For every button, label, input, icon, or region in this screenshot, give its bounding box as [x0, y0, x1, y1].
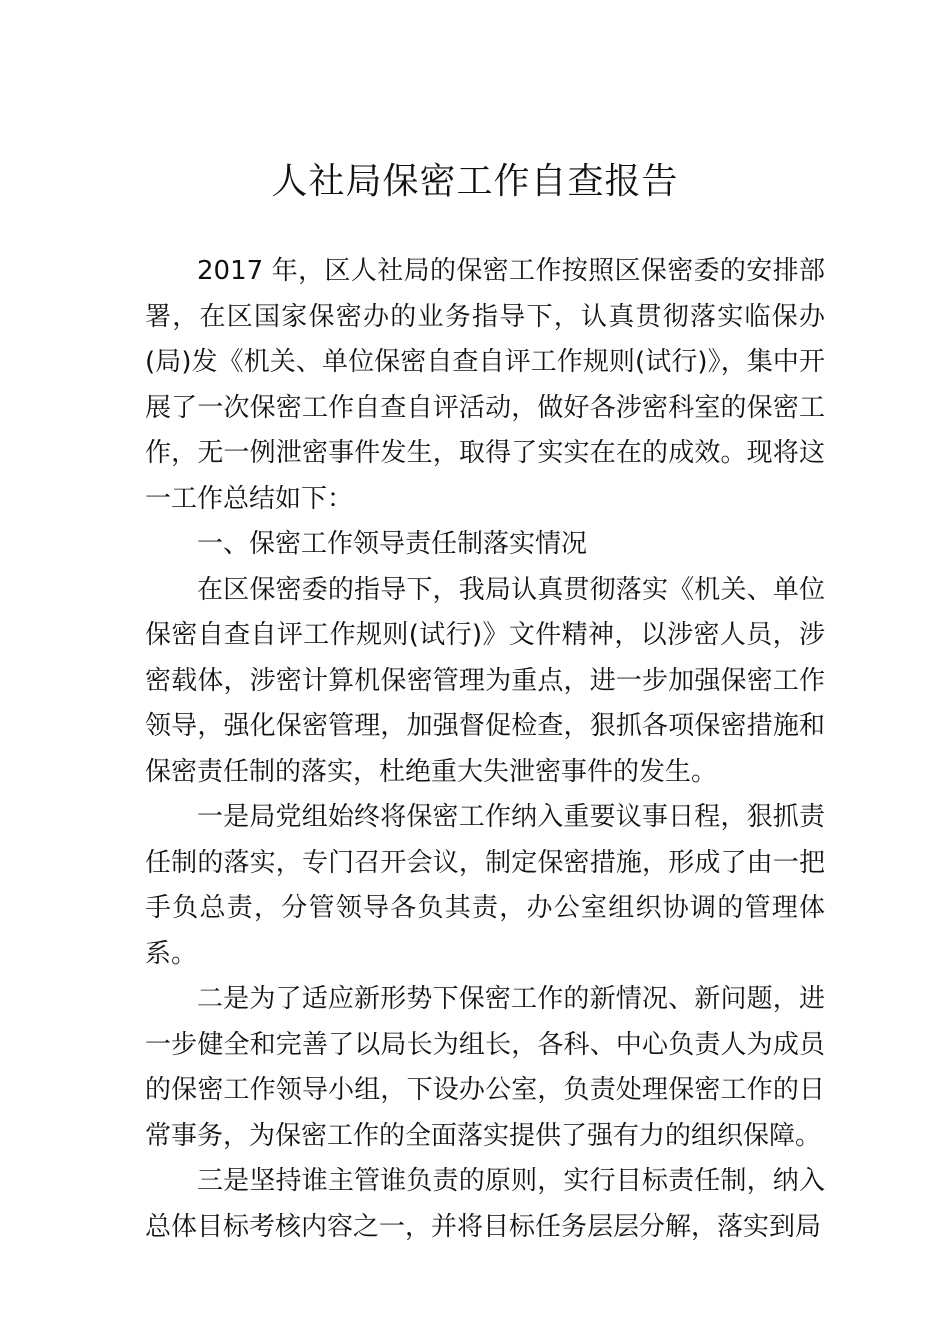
document-body: [145, 249, 825, 1250]
paragraph-guidance: 在区保密委的指导下，我局认真贯彻落实《机关、单位保密自查自评工作规则(试行)》文件精神，以涉密人员，涉密载体，涉密计算机保密管理为重点，进一步加强保密工作领导，强化保密管理，加强督促检查，狠抓各项保密措施和保密责任制的落实，杜绝重大失泄密事件的发生。: [145, 574, 825, 787]
paragraph-point-2: 二是为了适应新形势下保密工作的新情况、新问题，进一步健全和完善了以局长为组长，各科、中心负责人为成员的保密工作领导小组，下设办公室，负责处理保密工作的日常事务，为保密工作的全面落实提供了强有力的组织保障。: [145, 984, 825, 1151]
paragraph-point-3: 三是坚持谁主管谁负责的原则，实行目标责任制，纳入总体目标考核内容之一，并将目标任务层层分解，落实到局: [145, 1166, 825, 1242]
paragraph-point-1: 一是局党组始终将保密工作纳入重要议事日程，狠抓责任制的落实，专门召开会议，制定保密措施，形成了由一把手负总责，分管领导各负其责，办公室组织协调的管理体系。: [145, 802, 825, 969]
paragraph-intro: 2017 年，区人社局的保密工作按照区保密委的安排部署，在区国家保密办的业务指导下，认真贯彻落实临保办(局)发《机关、单位保密自查自评工作规则(试行)》，集中开展了一次保密工作自查自评活动，做好各涉密科室的保密工作，无一例泄密事件发生，取得了实实在在的成效。现将这一工作总结如下：: [145, 256, 825, 514]
section-heading-1: 一、保密工作领导责任制落实情况: [197, 529, 588, 559]
document-title: 人社局保密工作自查报告: [271, 161, 679, 202]
